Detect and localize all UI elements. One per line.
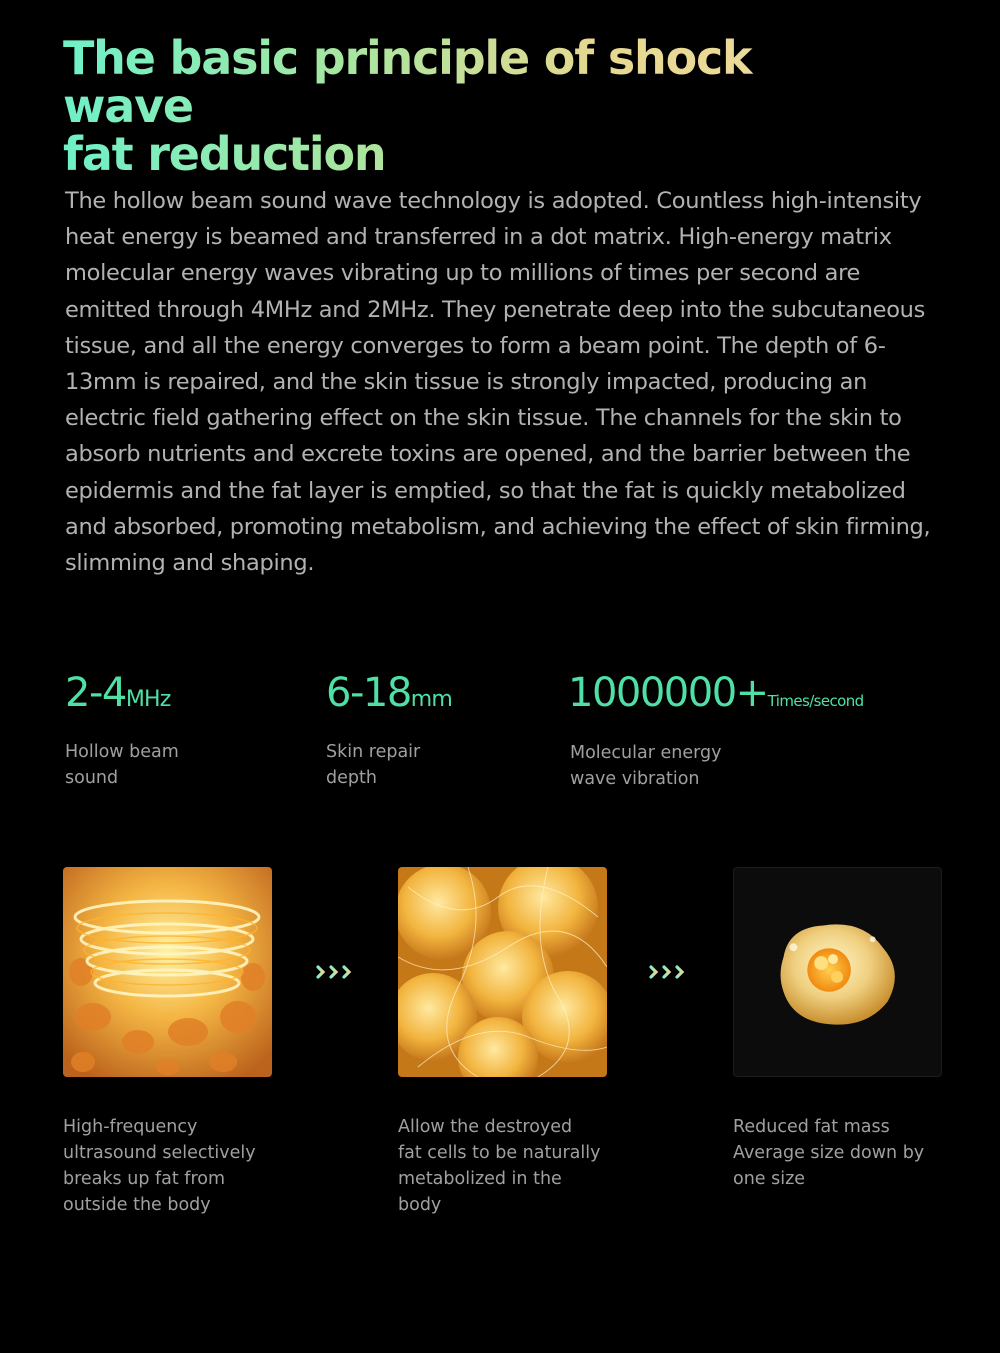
stat-depth <box>326 668 526 791</box>
fat-cells-image <box>398 867 607 1077</box>
page-title-line-1: The basic principle of shock wave <box>63 31 752 133</box>
stat-frequency-unit: MHz <box>125 687 171 712</box>
stat-depth-label: Skin repair depth <box>326 742 421 788</box>
arrow-right-icon <box>647 962 697 982</box>
stat-vibration-unit: Times/second <box>767 692 864 710</box>
stat-frequency-value: 2-4MHz <box>65 670 171 716</box>
stat-frequency <box>65 668 265 791</box>
stat-vibration <box>568 668 864 792</box>
stat-frequency-label: Hollow beam sound <box>65 742 179 788</box>
step-1-caption: High-frequency ultrasound selectively breaks up fat from outside the body <box>63 1117 256 1215</box>
page-title <box>63 31 883 181</box>
step-3-caption: Reduced fat mass Average size down by one size <box>733 1117 925 1189</box>
reduced-fat-cell-image <box>733 867 942 1077</box>
stat-vibration-label: Molecular energy wave vibration <box>570 743 722 789</box>
ultrasound-fat-image <box>63 867 272 1077</box>
step-2-caption: Allow the destroyed fat cells to be naturally metabolized in the body <box>398 1117 601 1215</box>
stat-vibration-value: 1000000+Times/second <box>568 670 864 716</box>
stat-depth-unit: mm <box>410 687 453 712</box>
stat-depth-value: 6-18mm <box>326 670 453 716</box>
intro-paragraph: The hollow beam sound wave technology is adopted. Countless high-intensity heat energy is beamed and transferred in a dot matrix. High-energy matrix molecular energy waves vibrating up to millions of times per second are emitted through 4MHz and 2MHz. They penetrate deep into the subcutaneous tissue, and all the energy converges to form a beam point. The depth of 6-13mm is repaired, and the skin tissue is strongly impacted, producing an electric field gathering effect on the skin tissue. The channels for the skin to absorb nutrients and excrete toxins are opened, and the barrier between the epidermis and the fat layer is emptied, so that the fat is quickly metabolized and absorbed, promoting metabolism, and achieving the effect of skin firming, slimming and shaping. <box>65 188 931 577</box>
page-title-line-2: fat reduction <box>63 127 386 181</box>
arrow-right-icon <box>314 962 364 982</box>
